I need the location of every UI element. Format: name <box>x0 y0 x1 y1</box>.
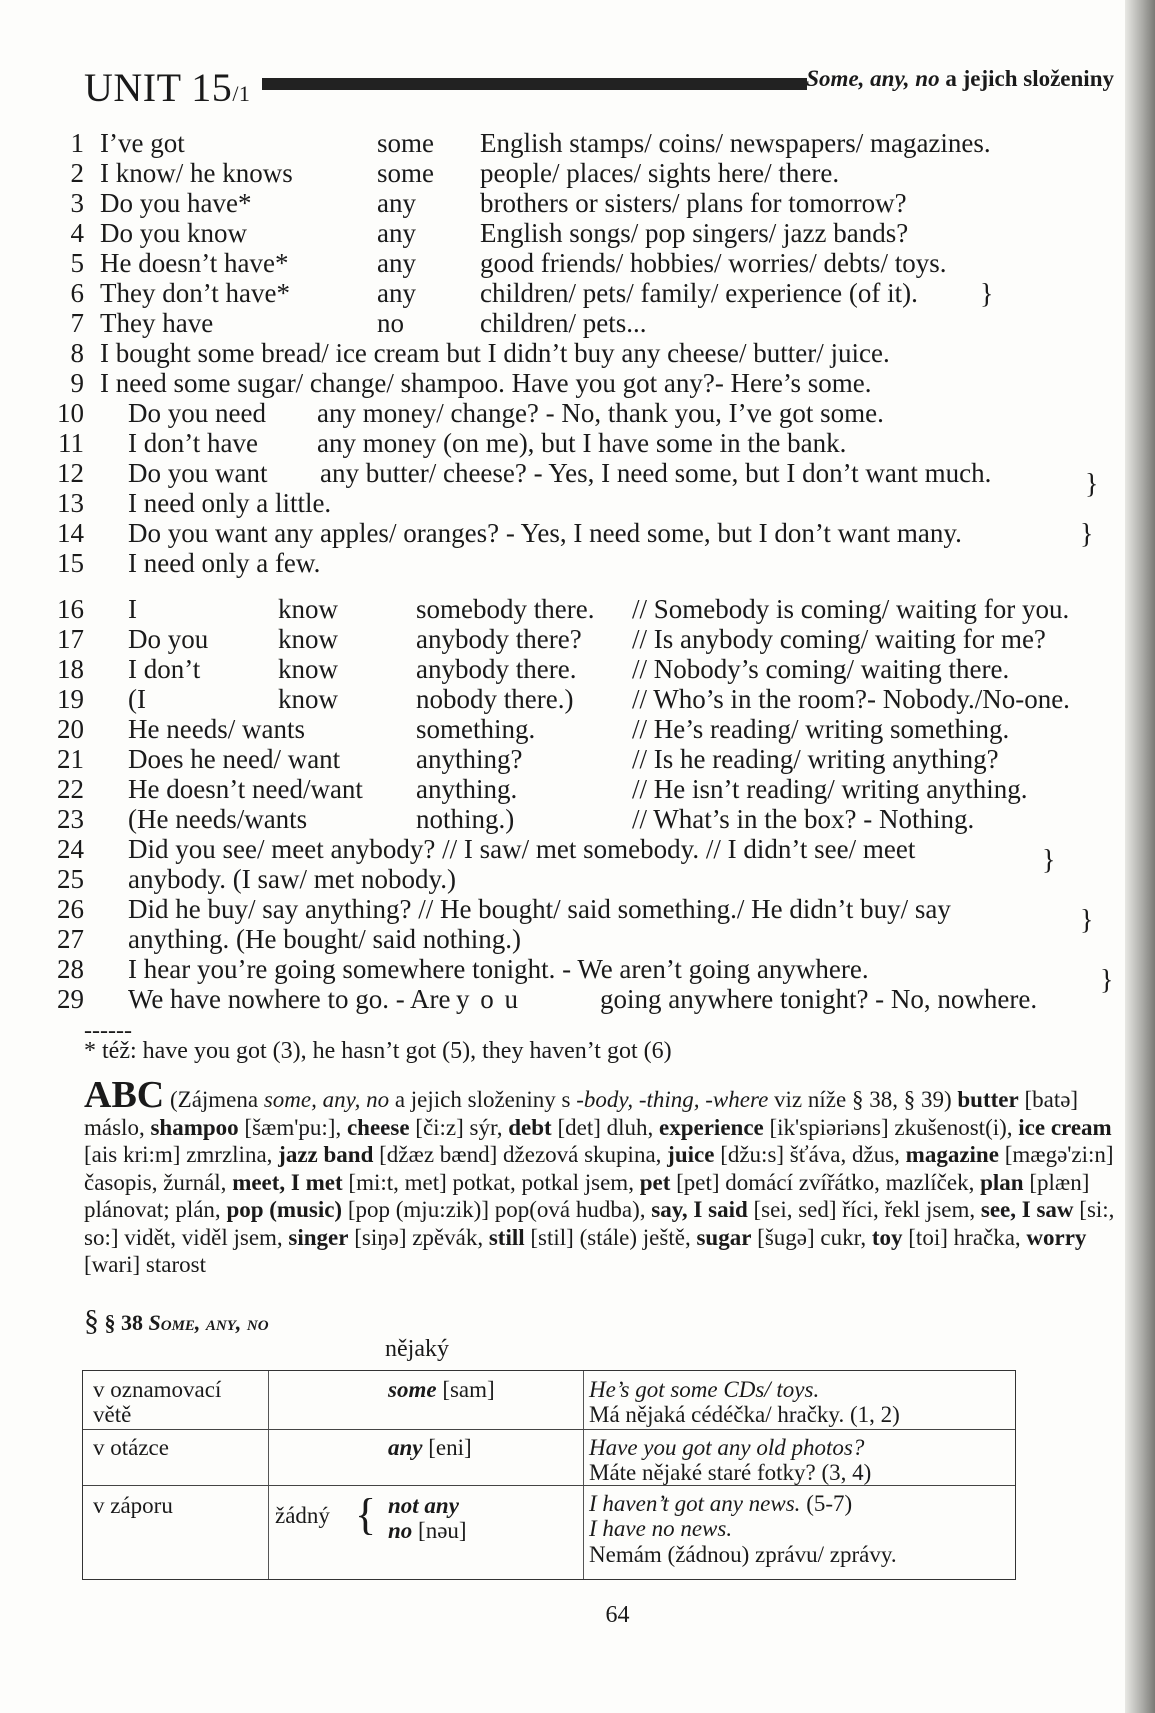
header-rule <box>262 78 807 90</box>
vocab-word: magazine <box>905 1142 999 1167</box>
table-row: v záporu žádný { not any no [nəu] I haven’t got any news. (5-7) I have no news. Nemám (žádnou) zprávu/ zprávy. <box>93 1490 897 1567</box>
vocab-definition: [plæn] plánovat; plán, <box>84 1169 1090 1222</box>
footnote-dashes: ------ <box>84 1018 132 1044</box>
abc-heading: ABC <box>84 1074 165 1116</box>
vocab-word: butter <box>957 1087 1019 1112</box>
vocab-word: singer <box>288 1224 349 1250</box>
footnote: * též: have you got (3), he hasn’t got (5), they haven’t got (6) <box>84 1038 672 1064</box>
vocab-definition: [pop (mju:zik)] pop(ová hudba), <box>342 1197 652 1222</box>
vocab-word: toy <box>871 1224 903 1250</box>
vocab-definition: [ik'spiəriəns] zkušenost(i), <box>763 1114 1019 1140</box>
brace-mark: } <box>1085 469 1099 500</box>
unit-title: UNIT 15/1 <box>84 65 251 110</box>
vocab-definition: [mi:t, met] potkat, potkal jsem, <box>342 1169 640 1195</box>
vocab-word: pop (music) <box>226 1197 343 1222</box>
vocab-word: plan <box>980 1169 1024 1195</box>
vocab-word: still <box>488 1224 525 1250</box>
page-header <box>84 60 1114 108</box>
vocab-word: shampoo <box>150 1114 239 1140</box>
brace-mark: { <box>355 1490 377 1539</box>
table-row: v otázce any [eni] Have you got any old photos? Máte nějaké staré fotky? (3, 4) <box>83 1429 1015 1486</box>
vocabulary-box: ABC (Zájmena some, any, no a jejich složeniny s -body, -thing, -where viz níže § 38, § 39) butter [batə] máslo, shampoo [šæm'pu:], cheese [či:z] sýr, debt [det] dluh, experience [ik'spiəriəns] zkušenost(i), ice cream [ais kri:m] zmrzlina, jazz band [džæz bænd] džezová skupina, juice [džu:s] šťáva, džus, magazine [mægə'zi:n] časopis, žurnál, meet, I met [mi:t, met] potkat, potkal jsem, pet [pet] domácí zvířátko, mazlíček, plan [plæn] plánovat; plán, pop (music) [pop (mju:zik)] pop(ová hudba), say, I said [sei, sed] říci, řekl jsem, see, I saw [si:, so:] vidět, viděl jsem, singer [siŋə] zpěvák, still [stil] (stále) ještě, sugar [šugə] cukr, toy [toi] hračka, worry [wari] starost <box>84 1074 1115 1277</box>
column-heading: nějaký <box>385 1336 449 1362</box>
vocab-definition: [pet] domácí zvířátko, mazlíček, <box>670 1169 981 1195</box>
brace-mark: } <box>1080 905 1094 936</box>
vocab-definition: [wari] starost <box>84 1252 206 1277</box>
vocab-definition: [batə] máslo, <box>84 1087 1079 1140</box>
vocab-word: meet, I met <box>232 1169 343 1195</box>
brace-mark: } <box>1042 845 1056 876</box>
vocab-word: see, I saw <box>980 1197 1074 1222</box>
vocabulary-entries <box>84 1087 1114 1277</box>
vocab-word: debt <box>508 1114 552 1140</box>
vocab-word: worry <box>1026 1224 1087 1250</box>
vocab-definition: [džæz bænd] džezová skupina, <box>373 1142 668 1167</box>
page-number: 64 <box>605 1602 630 1628</box>
vocab-word: juice <box>667 1142 715 1167</box>
vocab-word: jazz band <box>278 1142 374 1167</box>
vocab-definition: [si:, so:] vidět, viděl jsem, <box>84 1197 1115 1250</box>
page-edge-shadow <box>1125 0 1155 1713</box>
vocab-definition: [džu:s] šťáva, džus, <box>714 1142 906 1167</box>
vocab-definition: [det] dluh, <box>551 1114 660 1140</box>
vocab-definition: [toi] hračka, <box>902 1224 1027 1250</box>
header-topic: Some, any, no a jejich složeniny <box>806 66 1114 91</box>
brace-mark: } <box>1100 965 1114 996</box>
vocab-definition: [ais kri:m] zmrzlina, <box>84 1142 279 1167</box>
vocab-word: ice cream <box>1018 1114 1112 1140</box>
vocab-definition: [stil] (stále) ještě, <box>524 1224 697 1250</box>
vocab-definition: [šugə] cukr, <box>751 1224 872 1250</box>
vocab-definition: [šæm'pu:], <box>238 1114 347 1140</box>
vocab-definition: [mægə'zi:n] časopis, žurnál, <box>84 1142 1114 1195</box>
vocab-definition: [či:z] sýr, <box>409 1114 509 1140</box>
vocab-word: pet <box>639 1169 671 1195</box>
brace-mark: } <box>980 279 994 310</box>
vocab-word: say, I said <box>651 1197 748 1222</box>
section-heading: § § 38 Some, any, no <box>84 1304 269 1337</box>
vocab-word: cheese <box>346 1114 410 1140</box>
table-row: v oznamovací větě some [sam] He’s got some CDs/ toys. Má nějaká cédéčka/ hračky. (1, 2) <box>83 1371 1015 1430</box>
brace-mark: } <box>1080 519 1094 550</box>
vocab-word: sugar <box>696 1224 752 1250</box>
vocab-definition: [siŋə] zpěvák, <box>348 1224 489 1250</box>
vocab-definition: [sei, sed] říci, řekl jsem, <box>747 1197 981 1222</box>
vocab-word: experience <box>659 1114 764 1140</box>
grammar-table <box>82 1370 1016 1580</box>
